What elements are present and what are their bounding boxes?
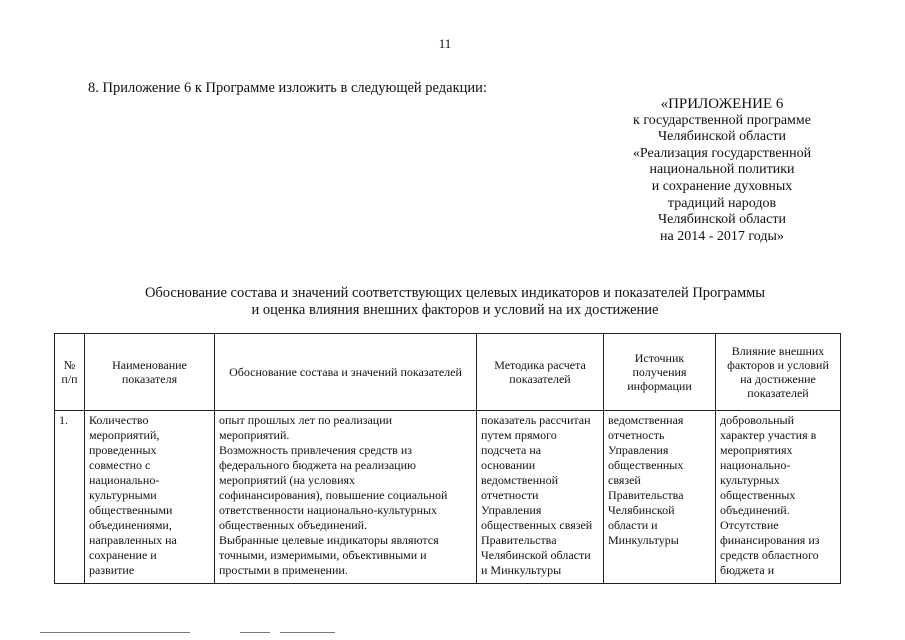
header-name-text: Наименование показателя (112, 358, 187, 386)
appendix-header-line: к государственной программе (633, 112, 811, 128)
appendix-header-line: национальной политики (649, 162, 795, 178)
cell-method (477, 411, 604, 584)
header-name (85, 334, 215, 411)
header-source (604, 334, 716, 411)
document-title-line2: и оценка влияния внешних факторов и условий на их достижение (251, 302, 659, 318)
cell-num-text: 1. (59, 413, 68, 427)
cell-influence-text: добровольный характер участия в мероприятиях национально- культурных общественных объединений. Отсутствие финансирования из средств областного бюджета и (720, 413, 820, 577)
page-edge-mark (240, 632, 270, 633)
appendix-header-line: и сохранение духовных (651, 178, 793, 194)
header-source-text: Источник получения информации (627, 351, 692, 393)
document-title-line1: Обоснование состава и значений соответствующих целевых индикаторов и показателей Программы (144, 285, 766, 301)
header-influence-text: Влияние внешних факторов и условий на достижение показателей (727, 344, 829, 400)
header-basis (215, 334, 477, 411)
header-num (55, 334, 85, 411)
header-method (477, 334, 604, 411)
cell-basis-text: опыт прошлых лет по реализации мероприятий. Возможность привлечения средств из федерального бюджета на реализацию мероприятий (на условиях софинансирования), повышение социальной ответственности национально-культурных общественных объединений. Выбранные целевые индикаторы являются точными, измеримыми, объективными и простыми в применении. (219, 413, 448, 577)
cell-name (85, 411, 215, 584)
cell-source (604, 411, 716, 584)
header-num-text: № п/п (61, 358, 78, 386)
table-header-row (55, 334, 841, 411)
appendix-header-line: «ПРИЛОЖЕНИЕ 6 (660, 96, 784, 112)
page-number: 11 (438, 36, 452, 51)
amendment-intro: 8. Приложение 6 к Программе изложить в следующей редакции: (88, 80, 487, 96)
cell-name-text: Количество мероприятий, проведенных совместно с национально- культурными общественными объединениями, направленных на сохранение и развитие (89, 413, 177, 577)
header-influence (716, 334, 841, 411)
table-row (55, 411, 841, 584)
appendix-header-line: Челябинской области (658, 212, 786, 228)
header-method-text: Методика расчета показателей (494, 358, 586, 386)
appendix-header-line: Челябинской области (658, 129, 786, 145)
header-basis-text: Обоснование состава и значений показателей (229, 365, 462, 379)
cell-num (55, 411, 85, 584)
appendix-header-line: «Реализация государственной (632, 145, 812, 161)
page-edge-mark (280, 632, 335, 633)
appendix-header (600, 96, 844, 245)
appendix-header-line: традиций народов (667, 195, 777, 211)
cell-method-text: показатель рассчитан путем прямого подсчета на основании ведомственной отчетности Управления общественных связей Правительства Челябинской области и Минкультуры (481, 413, 593, 577)
indicators-table (54, 333, 841, 584)
cell-influence (716, 411, 841, 584)
page-edge-mark (40, 632, 190, 633)
document-title (90, 285, 820, 319)
cell-basis (215, 411, 477, 584)
appendix-header-line: на 2014 - 2017 годы» (660, 228, 784, 244)
cell-source-text: ведомственная отчетность Управления общественных связей Правительства Челябинской области и Минкультуры (608, 413, 684, 547)
